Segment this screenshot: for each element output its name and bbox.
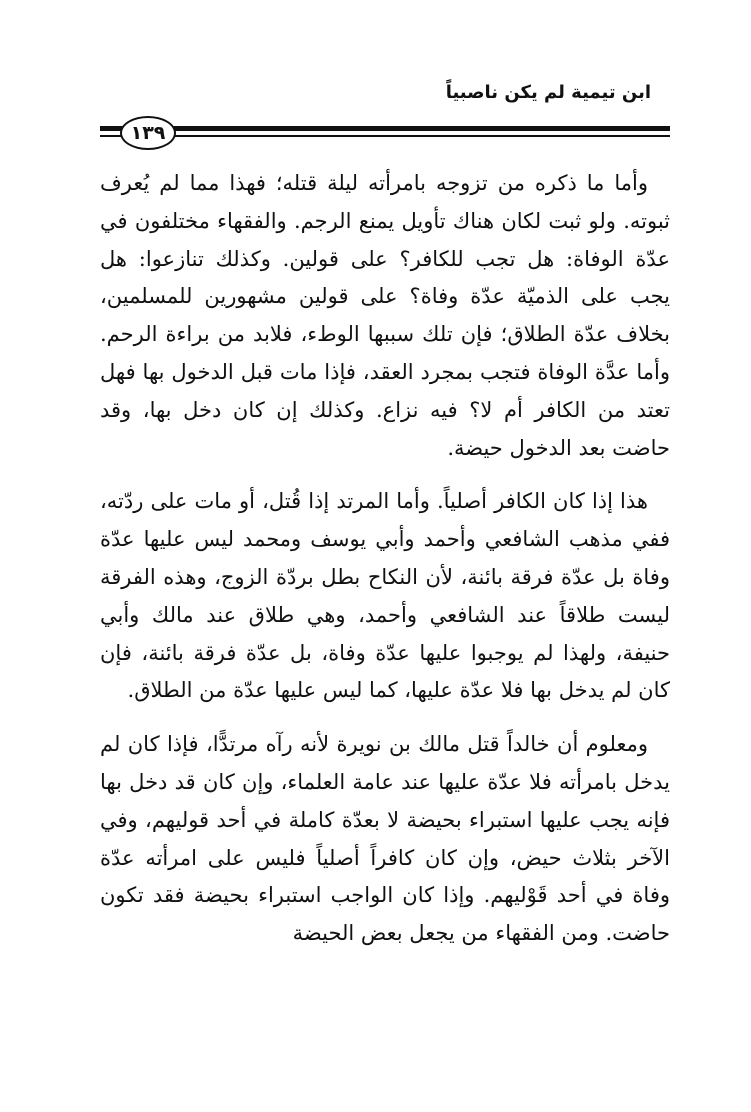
paragraph: هذا إذا كان الكافر أصلياً. وأما المرتد إذا قُتل، أو مات على ردّته، ففي مذهب الشافعي وأحمد وأبي يوسف ومحمد ليس عليها عدّة وفاة بل عدّة فرقة بائنة، لأن النكاح بطل بردّة الزوج، وهذه الفرقة ليست طلاقاً عند الشافعي وأحمد، وهي طلاق عند مالك وأبي حنيفة، ولهذا لم يوجبوا عليها عدّة وفاة، بل عدّة فرقة بائنة، فإن كان لم يدخل بها فلا عدّة عليها، كما ليس عليها عدّة من الطلاق. <box>100 489 670 703</box>
running-title: ابن تيمية لم يكن ناصبياً <box>445 82 651 103</box>
header-rule-thick <box>100 126 670 131</box>
page-number: ١٣٩ <box>120 116 176 150</box>
paragraph: ومعلوم أن خالداً قتل مالك بن نويرة لأنه رآه مرتدًّا، فإذا كان لم يدخل بامرأته فلا عدّة عليها عند عامة العلماء، وإن كان قد دخل بها فإنه يجب عليها استبراء بحيضة لا بعدّة كاملة في أحد قوليهم، وفي الآخر بثلاث حيض، وإن كان كافراً أصلياً فليس على امرأته عدّة وفاة في أحد قَوْليهم. وإذا كان الواجب استبراء بحيضة فقد تكون حاضت. ومن الفقهاء من يجعل بعض الحيضة <box>100 732 670 946</box>
paragraph: وأما ما ذكره من تزوجه بامرأته ليلة قتله؛ فهذا مما لم يُعرف ثبوته. ولو ثبت لكان هناك تأويل يمنع الرجم. والفقهاء مختلفون في عدّة الوفاة: هل تجب للكافر؟ على قولين. وكذلك تنازعوا: هل يجب على الذميّة عدّة وفاة؟ على قولين مشهورين للمسلمين، بخلاف عدّة الطلاق؛ فإن تلك سببها الوطء، فلابد من براءة الرحم. وأما عدَّة الوفاة فتجب بمجرد العقد، فإذا مات قبل الدخول بها فهل تعتد من الكافر أم لا؟ فيه نزاع. وكذلك إن كان دخل بها، وقد حاضت بعد الدخول حيضة. <box>100 171 670 460</box>
body-text <box>100 165 670 969</box>
header-rule-thin <box>100 135 670 137</box>
